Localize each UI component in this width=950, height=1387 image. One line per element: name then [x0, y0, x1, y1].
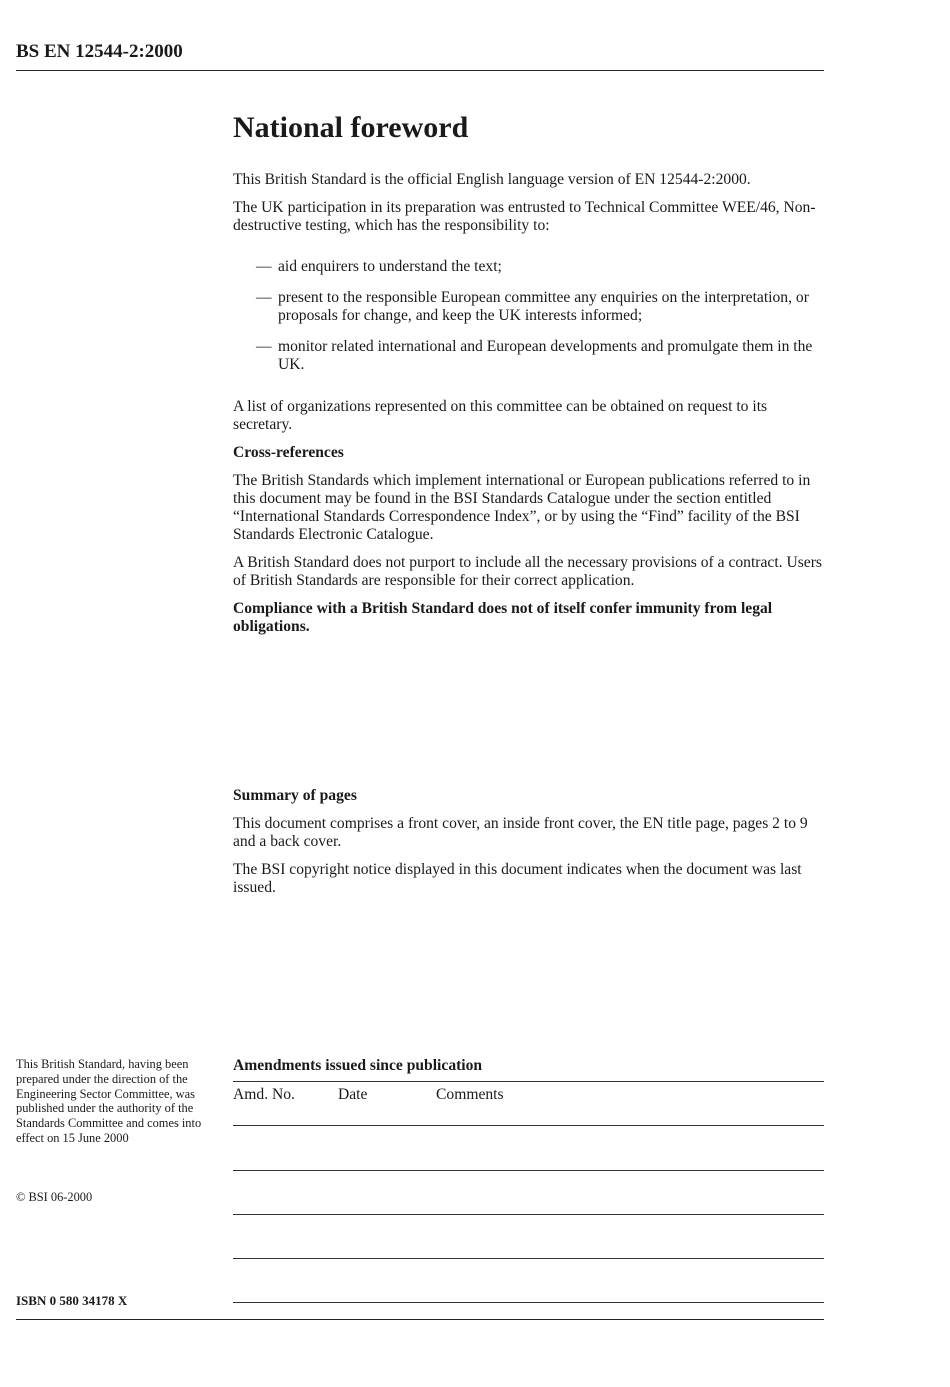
foreword-paragraph-3: A list of organizations represented on this committee can be obtained on request to its secretary.: [233, 398, 768, 433]
dash-marker: —: [256, 289, 272, 306]
amendments-row-rule: [233, 1125, 824, 1126]
footer-rule: [16, 1319, 824, 1320]
amendments-row-rule: [233, 1302, 824, 1303]
column-header-comments: Comments: [436, 1086, 504, 1103]
foreword-paragraph-2: The UK participation in its preparation was entrusted to Technical Committee WEE/46, Non-destructive testing, which has the responsibility to:: [233, 199, 816, 234]
summary-heading: Summary of pages: [233, 787, 357, 804]
isbn: ISBN 0 580 34178 X: [16, 1293, 128, 1308]
amendments-row-rule: [233, 1214, 824, 1215]
copyright-notice: © BSI 06-2000: [16, 1190, 93, 1204]
amendments-row-rule: [233, 1170, 824, 1171]
list-item-text: present to the responsible European committee any enquiries on the interpretation, or proposals for change, and keep the UK interests informed;: [278, 289, 809, 324]
crossref-heading: Cross-references: [233, 444, 344, 461]
document-id: BS EN 12544-2:2000: [16, 41, 183, 62]
summary-paragraph-2: The BSI copyright notice displayed in this document indicates when the document was last issued.: [233, 861, 802, 896]
list-item: [256, 289, 826, 325]
summary-paragraph-1: This document comprises a front cover, an inside front cover, the EN title page, pages 2 to 9 and a back cover.: [233, 815, 808, 850]
amendments-row-rule: [233, 1258, 824, 1259]
list-item-text: aid enquirers to understand the text;: [278, 258, 502, 275]
amendments-heading: Amendments issued since publication: [233, 1057, 483, 1074]
compliance-statement: Compliance with a British Standard does not of itself confer immunity from legal obligations.: [233, 600, 773, 635]
dash-marker: —: [256, 338, 272, 355]
column-header-date: Date: [338, 1086, 368, 1103]
list-item-text: monitor related international and European developments and promulgate them in the UK.: [278, 338, 813, 373]
list-item: [256, 258, 826, 276]
crossref-paragraph: The British Standards which implement international or European publications referred to in this document may be found in the BSI Standards Catalogue under the section entitled “International Standards Correspondence Index”, or by using the “Find” facility of the BSI Standards Electronic Catalogue.: [233, 472, 811, 543]
dash-marker: —: [256, 258, 272, 275]
amendments-table-rule: [233, 1081, 824, 1082]
foreword-paragraph-5: A British Standard does not purport to include all the necessary provisions of a contract. Users of British Standards are responsible for their correct application.: [233, 554, 822, 589]
column-header-amd-no: Amd. No.: [233, 1086, 295, 1103]
list-item: [256, 338, 826, 374]
publication-note: This British Standard, having been prepared under the direction of the Engineering Sector Committee, was published under the authority of the Standards Committee and comes into effect on 15 June 2000: [16, 1057, 202, 1145]
header-rule: [16, 70, 824, 71]
foreword-paragraph-1: This British Standard is the official English language version of EN 12544-2:2000.: [233, 171, 751, 188]
page-title: National foreword: [233, 111, 469, 144]
